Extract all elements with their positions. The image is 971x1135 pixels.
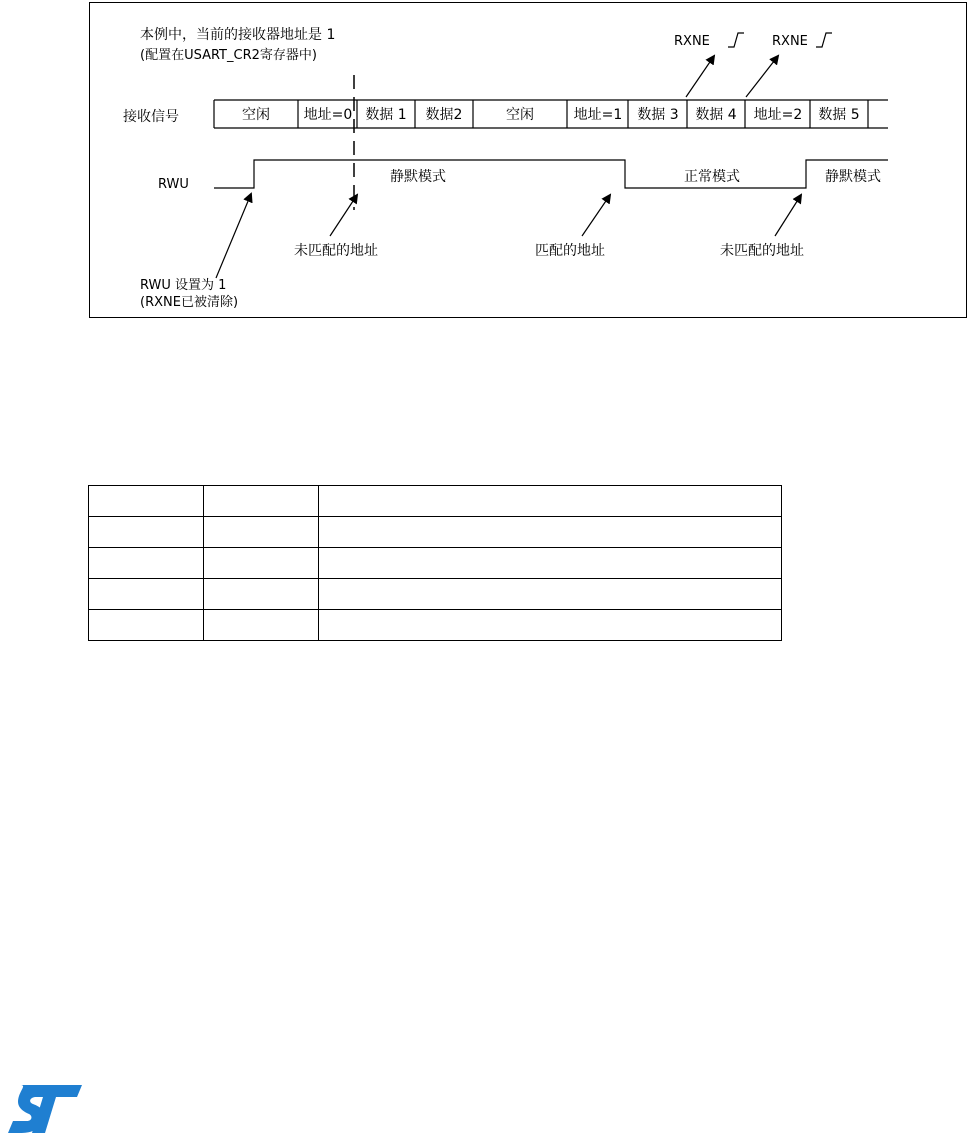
rxne-pulse-icon (728, 33, 744, 47)
table-cell (204, 610, 319, 641)
table-cell (204, 579, 319, 610)
frame-data-3: 数据 3 (637, 107, 679, 123)
frame-address-0: 地址=0 (303, 107, 353, 123)
table-row (89, 548, 782, 579)
frame-data-1: 数据 1 (365, 107, 407, 123)
table-row (89, 579, 782, 610)
frame-data-5: 数据 5 (818, 107, 860, 123)
unmatched-arrow-1 (330, 195, 357, 236)
rxne-label-1: RXNE (674, 34, 710, 49)
matched-address-label: 匹配的地址 (535, 243, 605, 259)
rwu-set-arrow (216, 194, 251, 278)
table-cell (89, 548, 204, 579)
rxne-label-2: RXNE (772, 34, 808, 49)
table-cell (204, 486, 319, 517)
table-cell (319, 517, 782, 548)
unmatched-address-label-1: 未匹配的地址 (294, 243, 378, 259)
rwu-mode-silent-2: 静默模式 (825, 169, 881, 185)
table-cell (319, 610, 782, 641)
rxne-pulse-icon (816, 33, 832, 47)
frame-idle-2: 空闲 (506, 107, 534, 123)
table-cell (319, 579, 782, 610)
table-cell (204, 548, 319, 579)
register-table (88, 485, 782, 641)
unmatched-arrow-2 (775, 195, 801, 236)
matched-arrow (582, 195, 610, 236)
table-cell (319, 486, 782, 517)
rxne-arrow-2 (746, 56, 778, 97)
table-cell (89, 486, 204, 517)
table-cell (89, 517, 204, 548)
unmatched-address-label-2: 未匹配的地址 (720, 243, 804, 259)
table-cell (89, 610, 204, 641)
table-row (89, 486, 782, 517)
frame-idle-1: 空闲 (242, 107, 270, 123)
rwu-set-line1: RWU 设置为 1 (140, 278, 227, 293)
table-cell (204, 517, 319, 548)
frame-data-2: 数据2 (425, 107, 463, 123)
frame-address-1: 地址=1 (573, 107, 623, 123)
frame-data-4: 数据 4 (695, 107, 737, 123)
note-line2: (配置在USART_CR2寄存器中) (140, 48, 317, 63)
rwu-set-line2: (RXNE已被清除) (140, 295, 239, 310)
rwu-mode-silent-1: 静默模式 (390, 169, 446, 185)
table-cell (89, 579, 204, 610)
timing-diagram (0, 0, 971, 330)
note-line1: 本例中，当前的接收器地址是 1 (140, 27, 336, 43)
frame-address-2: 地址=2 (753, 107, 803, 123)
table-cell (319, 548, 782, 579)
rwu-mode-normal: 正常模式 (684, 169, 740, 185)
table-row (89, 610, 782, 641)
rwu-row-label: RWU (158, 177, 189, 192)
st-logo-icon (6, 1083, 86, 1135)
table-row (89, 517, 782, 548)
rwu-waveform (214, 160, 888, 188)
receive-signal-label: 接收信号 (123, 109, 179, 125)
rxne-arrow-1 (686, 56, 714, 97)
